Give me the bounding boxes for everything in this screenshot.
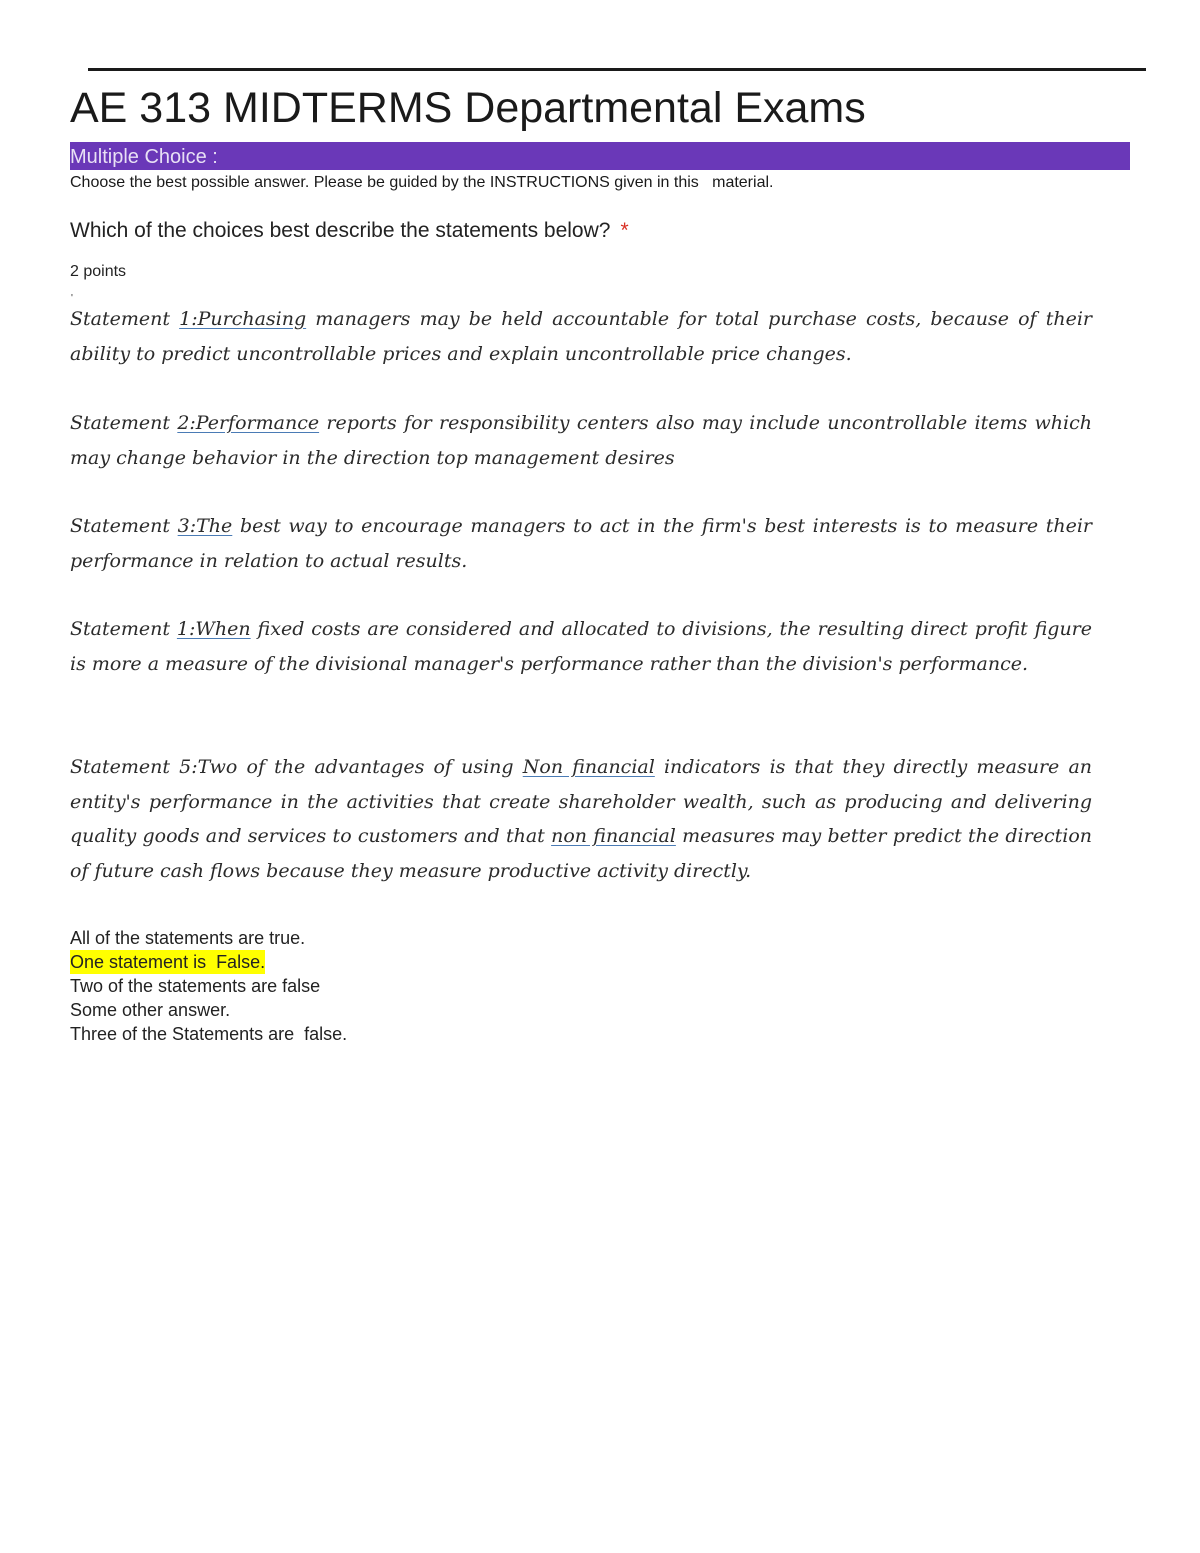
statement-underlined: 2:Performance: [177, 412, 320, 434]
stray-mark: ': [71, 293, 73, 304]
instructions-text: Choose the best possible answer. Please be guided by the INSTRUCTIONS given in this material.: [70, 174, 774, 191]
page-title: AE 313 MIDTERMS Departmental Exams: [70, 84, 866, 132]
answer-option[interactable]: [70, 1022, 347, 1046]
section-banner: [70, 142, 1130, 170]
answer-option[interactable]: [70, 998, 347, 1022]
answer-option-label: Three of the Statements are false.: [70, 1024, 348, 1044]
answer-option[interactable]: [70, 926, 347, 950]
answer-options: [70, 926, 347, 1046]
question-text: Which of the choices best describe the statements below?: [70, 219, 611, 242]
statement-lead: Statement: [70, 618, 177, 640]
statement-text: measures may better predict the direction of future cash flows because they measure productive activity directly.: [70, 825, 1092, 882]
statement-text: reports for responsibility centers also may include uncontrollable items which may change behavior in the direction top management desires: [70, 412, 1092, 469]
section-label: Multiple Choice :: [70, 146, 218, 168]
statement-underlined-2: non financial: [551, 825, 676, 847]
points-label: 2 points: [70, 263, 127, 280]
statement-2: [70, 406, 1092, 475]
required-marker: *: [620, 219, 629, 242]
answer-option-label: Two of the statements are false: [70, 976, 321, 996]
answer-option-selected[interactable]: [70, 950, 347, 974]
top-rule: [88, 68, 1146, 71]
statement-middle: indicators is that they directly measure an entity's performance in the activities that create shareholder wealth, such as producing and delivering quality goods and services to customers and that: [70, 756, 1093, 847]
statement-lead: Statement: [70, 412, 178, 434]
statement-underlined: Non financial: [522, 756, 655, 778]
statement-lead: Statement: [70, 515, 178, 537]
answer-option-label: One statement is False.: [70, 952, 266, 972]
statement-underlined: 1:When: [176, 618, 251, 640]
question-prompt: [70, 218, 629, 244]
statement-lead: Statement 5:Two of the advantages of using: [70, 756, 523, 778]
statement-underlined: 1:Purchasing: [179, 308, 307, 330]
statement-3: [70, 509, 1092, 578]
statement-lead: Statement: [70, 308, 180, 330]
statement-text: managers may be held accountable for total purchase costs, because of their ability to predict uncontrollable prices and explain uncontrollable price changes.: [70, 308, 1092, 365]
statement-underlined: 3:The: [177, 515, 233, 537]
statement-text: fixed costs are considered and allocated to divisions, the resulting direct profit figure is more a measure of the divisional manager's performance rather than the division's performance.: [70, 618, 1093, 675]
statement-1: [70, 302, 1092, 371]
statement-4: [70, 612, 1092, 681]
statement-text: best way to encourage managers to act in the firm's best interests is to measure their performance in relation to actual results.: [70, 515, 1093, 572]
answer-option-label: Some other answer.: [70, 1000, 231, 1020]
statement-5: [70, 750, 1092, 888]
answer-option[interactable]: [70, 974, 347, 998]
answer-option-label: All of the statements are true.: [70, 928, 306, 948]
